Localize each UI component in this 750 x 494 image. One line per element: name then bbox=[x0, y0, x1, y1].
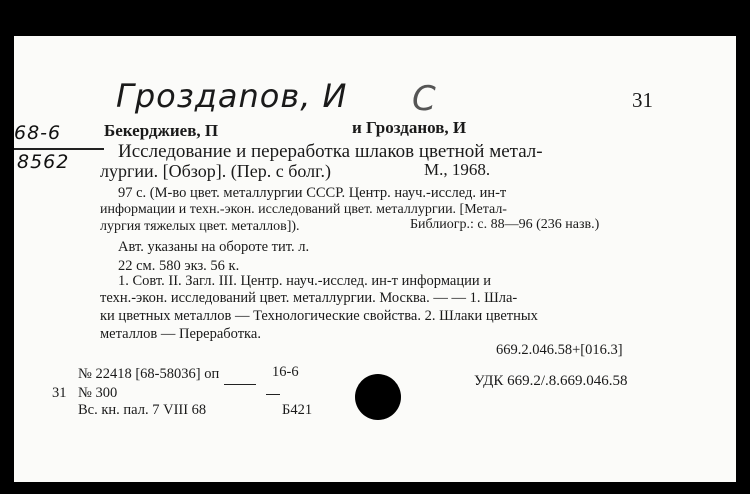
card-number: 31 bbox=[632, 88, 653, 112]
desc-line-2: информации и техн.-экон. исследований цвет. металлургии. [Метал- bbox=[100, 202, 507, 217]
punch-hole bbox=[355, 374, 401, 420]
shelf-mark-bottom: 8562 bbox=[17, 151, 70, 173]
order-date: 16-6 bbox=[272, 364, 299, 380]
authors-right: и Грозданов, И bbox=[352, 118, 467, 137]
vs-kn-pal: Вс. кн. пал. 7 VIII 68 bbox=[78, 402, 207, 418]
dash-mark bbox=[266, 394, 280, 395]
shelf-underline bbox=[14, 148, 104, 150]
desc-line-3: лургия тяжелых цвет. металлов]). bbox=[100, 219, 300, 234]
handwritten-author: Гроздanов, И bbox=[116, 77, 348, 115]
place-year: М., 1968. bbox=[424, 160, 491, 179]
class-code: 669.2.046.58+[016.3] bbox=[496, 342, 623, 358]
order-number: № 22418 [68-58036] оп bbox=[78, 366, 220, 382]
udk-code: УДК 669.2/.8.669.046.58 bbox=[474, 373, 628, 389]
headings-line-3: ки цветных металлов — Технологические свойства. 2. Шлаки цветных bbox=[100, 308, 538, 324]
shelf-mark-top: 68-6 bbox=[14, 122, 62, 144]
headings-line-1: 1. Совт. II. Загл. III. Центр. науч.-исслед. ин-т информации и bbox=[118, 273, 491, 289]
desc-line-1: 97 с. (М-во цвет. металлургии СССР. Центр. науч.-исслед. ин-т bbox=[118, 185, 507, 201]
note-size: 22 см. 580 экз. 56 к. bbox=[118, 258, 240, 274]
title-line-2: лургии. [Обзор]. (Пер. с болг.) bbox=[100, 161, 332, 181]
authors-left: Бекерджиев, П bbox=[104, 121, 219, 140]
bibliography: Библиогр.: с. 88—96 (236 назв.) bbox=[410, 217, 600, 232]
b-code: Б421 bbox=[282, 402, 313, 418]
headings-line-2: техн.-экон. исследований цвет. металлургии. Москва. — — 1. Шла- bbox=[100, 290, 518, 306]
number-300: № 300 bbox=[78, 385, 118, 401]
left-number: 31 bbox=[52, 385, 67, 401]
note-authors: Авт. указаны на обороте тит. л. bbox=[118, 239, 310, 255]
headings-line-4: металлов — Переработка. bbox=[100, 326, 261, 342]
title-line-1: Исследование и переработка шлаков цветной метал- bbox=[118, 141, 543, 162]
order-underline bbox=[224, 384, 256, 385]
handwritten-mark: С bbox=[412, 79, 437, 119]
